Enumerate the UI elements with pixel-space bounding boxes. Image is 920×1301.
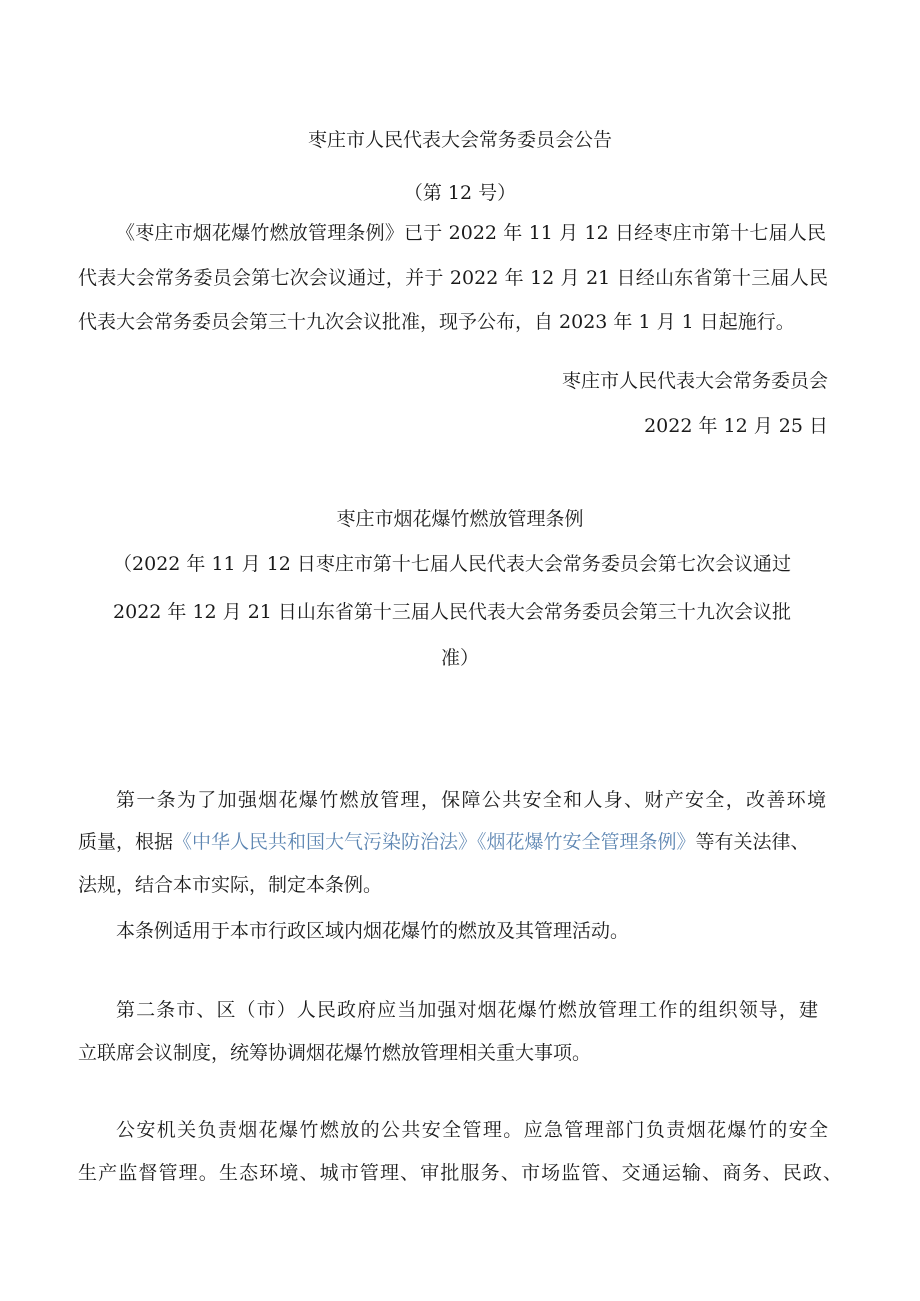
announcement-signature: 枣庄市人民代表大会常务委员会: [561, 370, 828, 392]
article-1-line-2-suffix: 等有关法律、: [695, 831, 810, 853]
article-1-line-3: 法规，结合本市实际，制定本条例。: [78, 874, 383, 896]
article-2-line-1: 第二条市、区（市）人民政府应当加强对烟花爆竹燃放管理工作的组织领导，建: [116, 999, 818, 1021]
announcement-body-line-1: 《枣庄市烟花爆竹燃放管理条例》已于 2022 年 11 月 12 日经枣庄市第十七届人民: [116, 222, 826, 244]
law-link-air-pollution[interactable]: 《中华人民共和国大气污染防治法》: [173, 831, 478, 853]
announcement-number: （第 12 号）: [403, 182, 517, 204]
article-1-line-2: [78, 829, 842, 855]
announcement-date: 2022 年 12 月 25 日: [644, 415, 828, 437]
article-1-line-1: 第一条为了加强烟花爆竹燃放管理，保障公共安全和人身、财产安全，改善环境: [116, 789, 826, 811]
announcement-body-line-2: 代表大会常务委员会第七次会议通过，并于 2022 年 12 月 21 日经山东省第十三届人民: [78, 267, 828, 289]
article-1-line-2-prefix: 质量，根据: [78, 831, 174, 853]
article-1-scope: 本条例适用于本市行政区域内烟花爆竹的燃放及其管理活动。: [116, 920, 630, 942]
announcement-body-line-3: 代表大会常务委员会第三十九次会议批准，现予公布，自 2023 年 1 月 1 日起施行。: [78, 311, 795, 333]
announcement-title: 枣庄市人民代表大会常务委员会公告: [307, 129, 612, 151]
paragraph-3-line-2: 生产监督管理。生态环境、城市管理、审批服务、市场监管、交通运输、商务、民政、: [78, 1162, 842, 1184]
paragraph-3-line-1: 公安机关负责烟花爆竹燃放的公共安全管理。应急管理部门负责烟花爆竹的安全: [116, 1119, 828, 1141]
article-2-line-2: 立联席会议制度，统筹协调烟花爆竹燃放管理相关重大事项。: [78, 1042, 592, 1064]
adoption-line-3: 准）: [440, 647, 479, 669]
adoption-line-2: 2022 年 12 月 21 日山东省第十三届人民代表大会常务委员会第三十九次会议批: [113, 601, 791, 623]
law-link-fireworks-safety[interactable]: 《烟花爆竹安全管理条例》: [477, 831, 696, 853]
adoption-line-1: （2022 年 11 月 12 日枣庄市第十七届人民代表大会常务委员会第七次会议通过: [113, 553, 791, 575]
regulation-title: 枣庄市烟花爆竹燃放管理条例: [336, 508, 584, 530]
